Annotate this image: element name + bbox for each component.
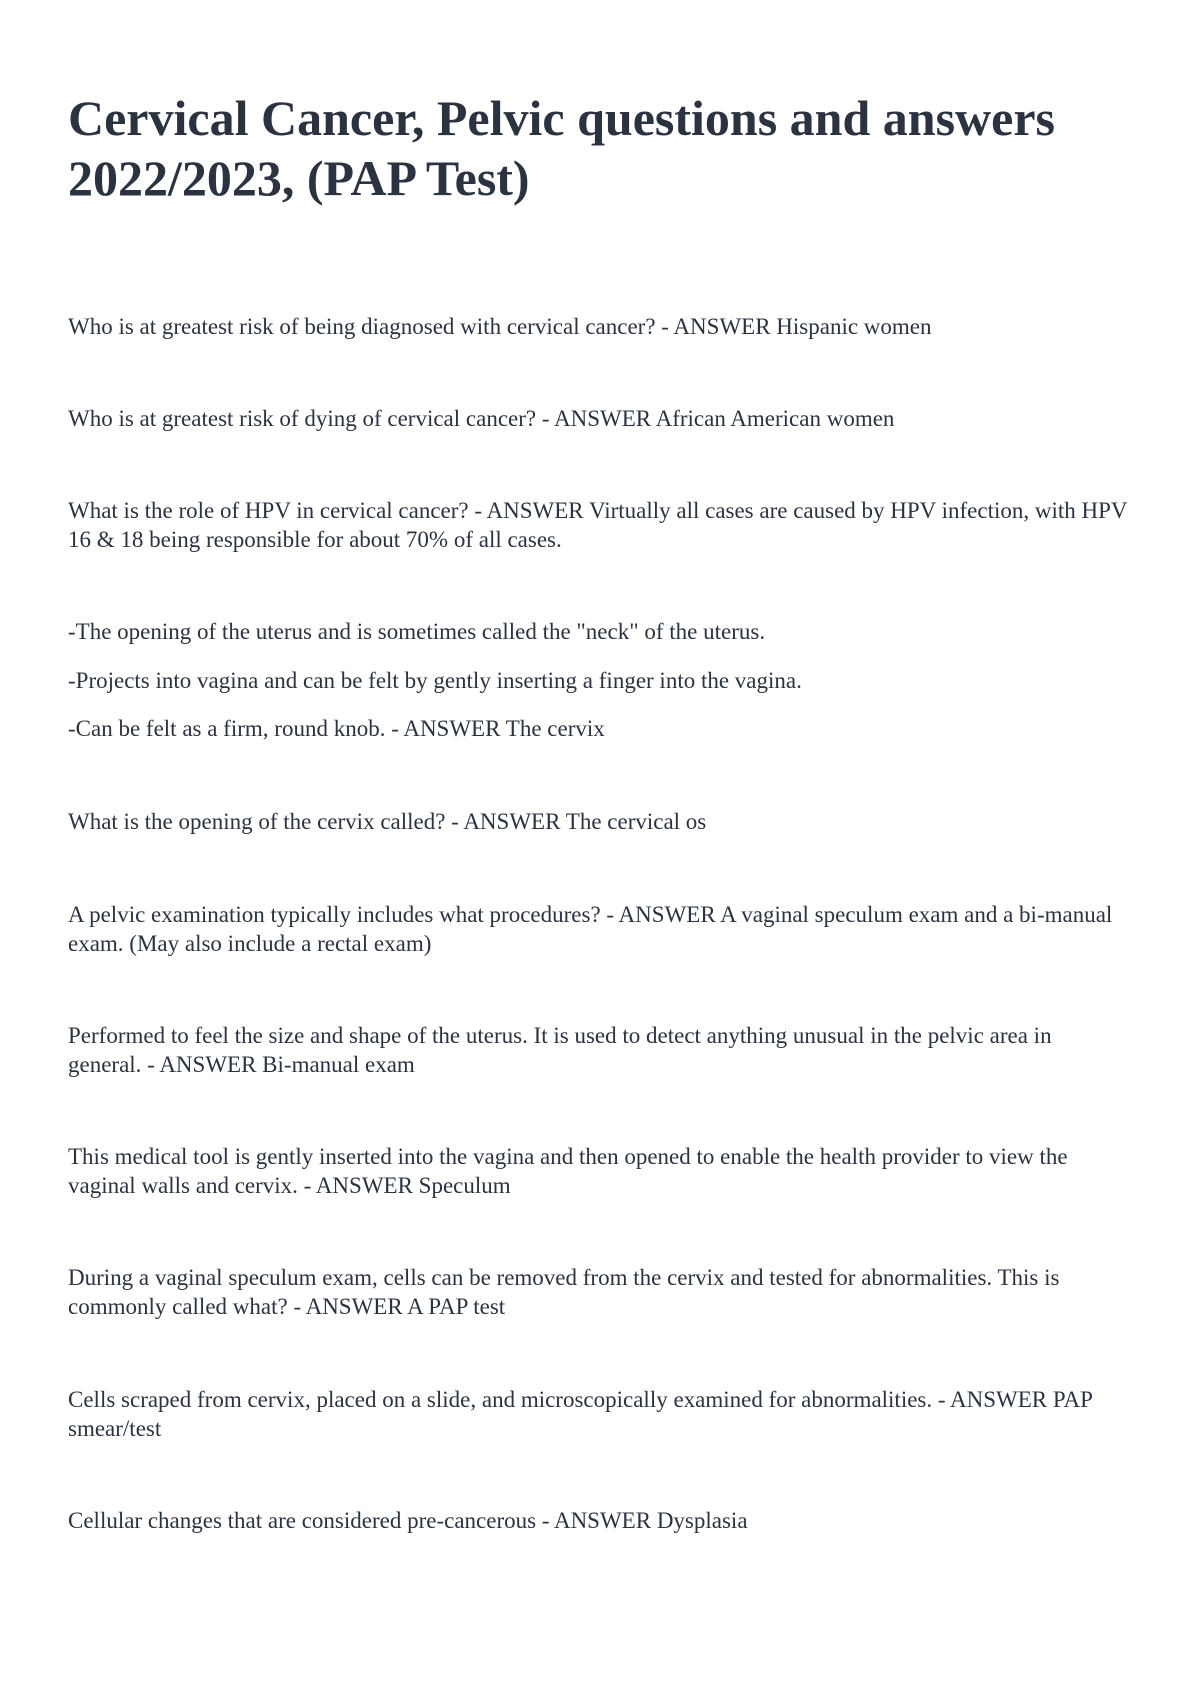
qa-item-2: Who is at greatest risk of dying of cervical cancer? - ANSWER African American women <box>68 406 895 431</box>
qa-item-11: During a vaginal speculum exam, cells can be removed from the cervix and tested for abnormalities. This is commonly called what? - ANSWER A PAP test <box>68 1265 1060 1319</box>
qa-item-3: What is the role of HPV in cervical cancer? - ANSWER Virtually all cases are caused by HPV infection, with HPV 16 & 18 being responsible for about 70% of all cases. <box>68 498 1128 552</box>
qa-item-7: What is the opening of the cervix called? - ANSWER The cervical os <box>68 809 707 834</box>
qa-item-13: Cellular changes that are considered pre-cancerous - ANSWER Dysplasia <box>68 1508 748 1533</box>
qa-item-12: Cells scraped from cervix, placed on a slide, and microscopically examined for abnormalities. - ANSWER PAP smear/test <box>68 1387 1093 1441</box>
qa-item-4: -The opening of the uterus and is sometimes called the "neck" of the uterus. <box>68 619 766 644</box>
document-title: Cervical Cancer, Pelvic questions and answers 2022/2023, (PAP Test) <box>68 90 1055 206</box>
qa-item-8: A pelvic examination typically includes what procedures? - ANSWER A vaginal speculum exam and a bi-manual exam. (May also include a rectal exam) <box>68 902 1113 956</box>
qa-item-10: This medical tool is gently inserted into the vagina and then opened to enable the health provider to view the vaginal walls and cervix. - ANSWER Speculum <box>68 1144 1068 1198</box>
qa-item-5: -Projects into vagina and can be felt by gently inserting a finger into the vagina. <box>68 668 802 693</box>
qa-item-6: -Can be felt as a firm, round knob. - ANSWER The cervix <box>68 716 605 741</box>
qa-item-1: Who is at greatest risk of being diagnosed with cervical cancer? - ANSWER Hispanic women <box>68 314 932 339</box>
qa-item-9: Performed to feel the size and shape of the uterus. It is used to detect anything unusual in the pelvic area in general. - ANSWER Bi-manual exam <box>68 1023 1052 1077</box>
